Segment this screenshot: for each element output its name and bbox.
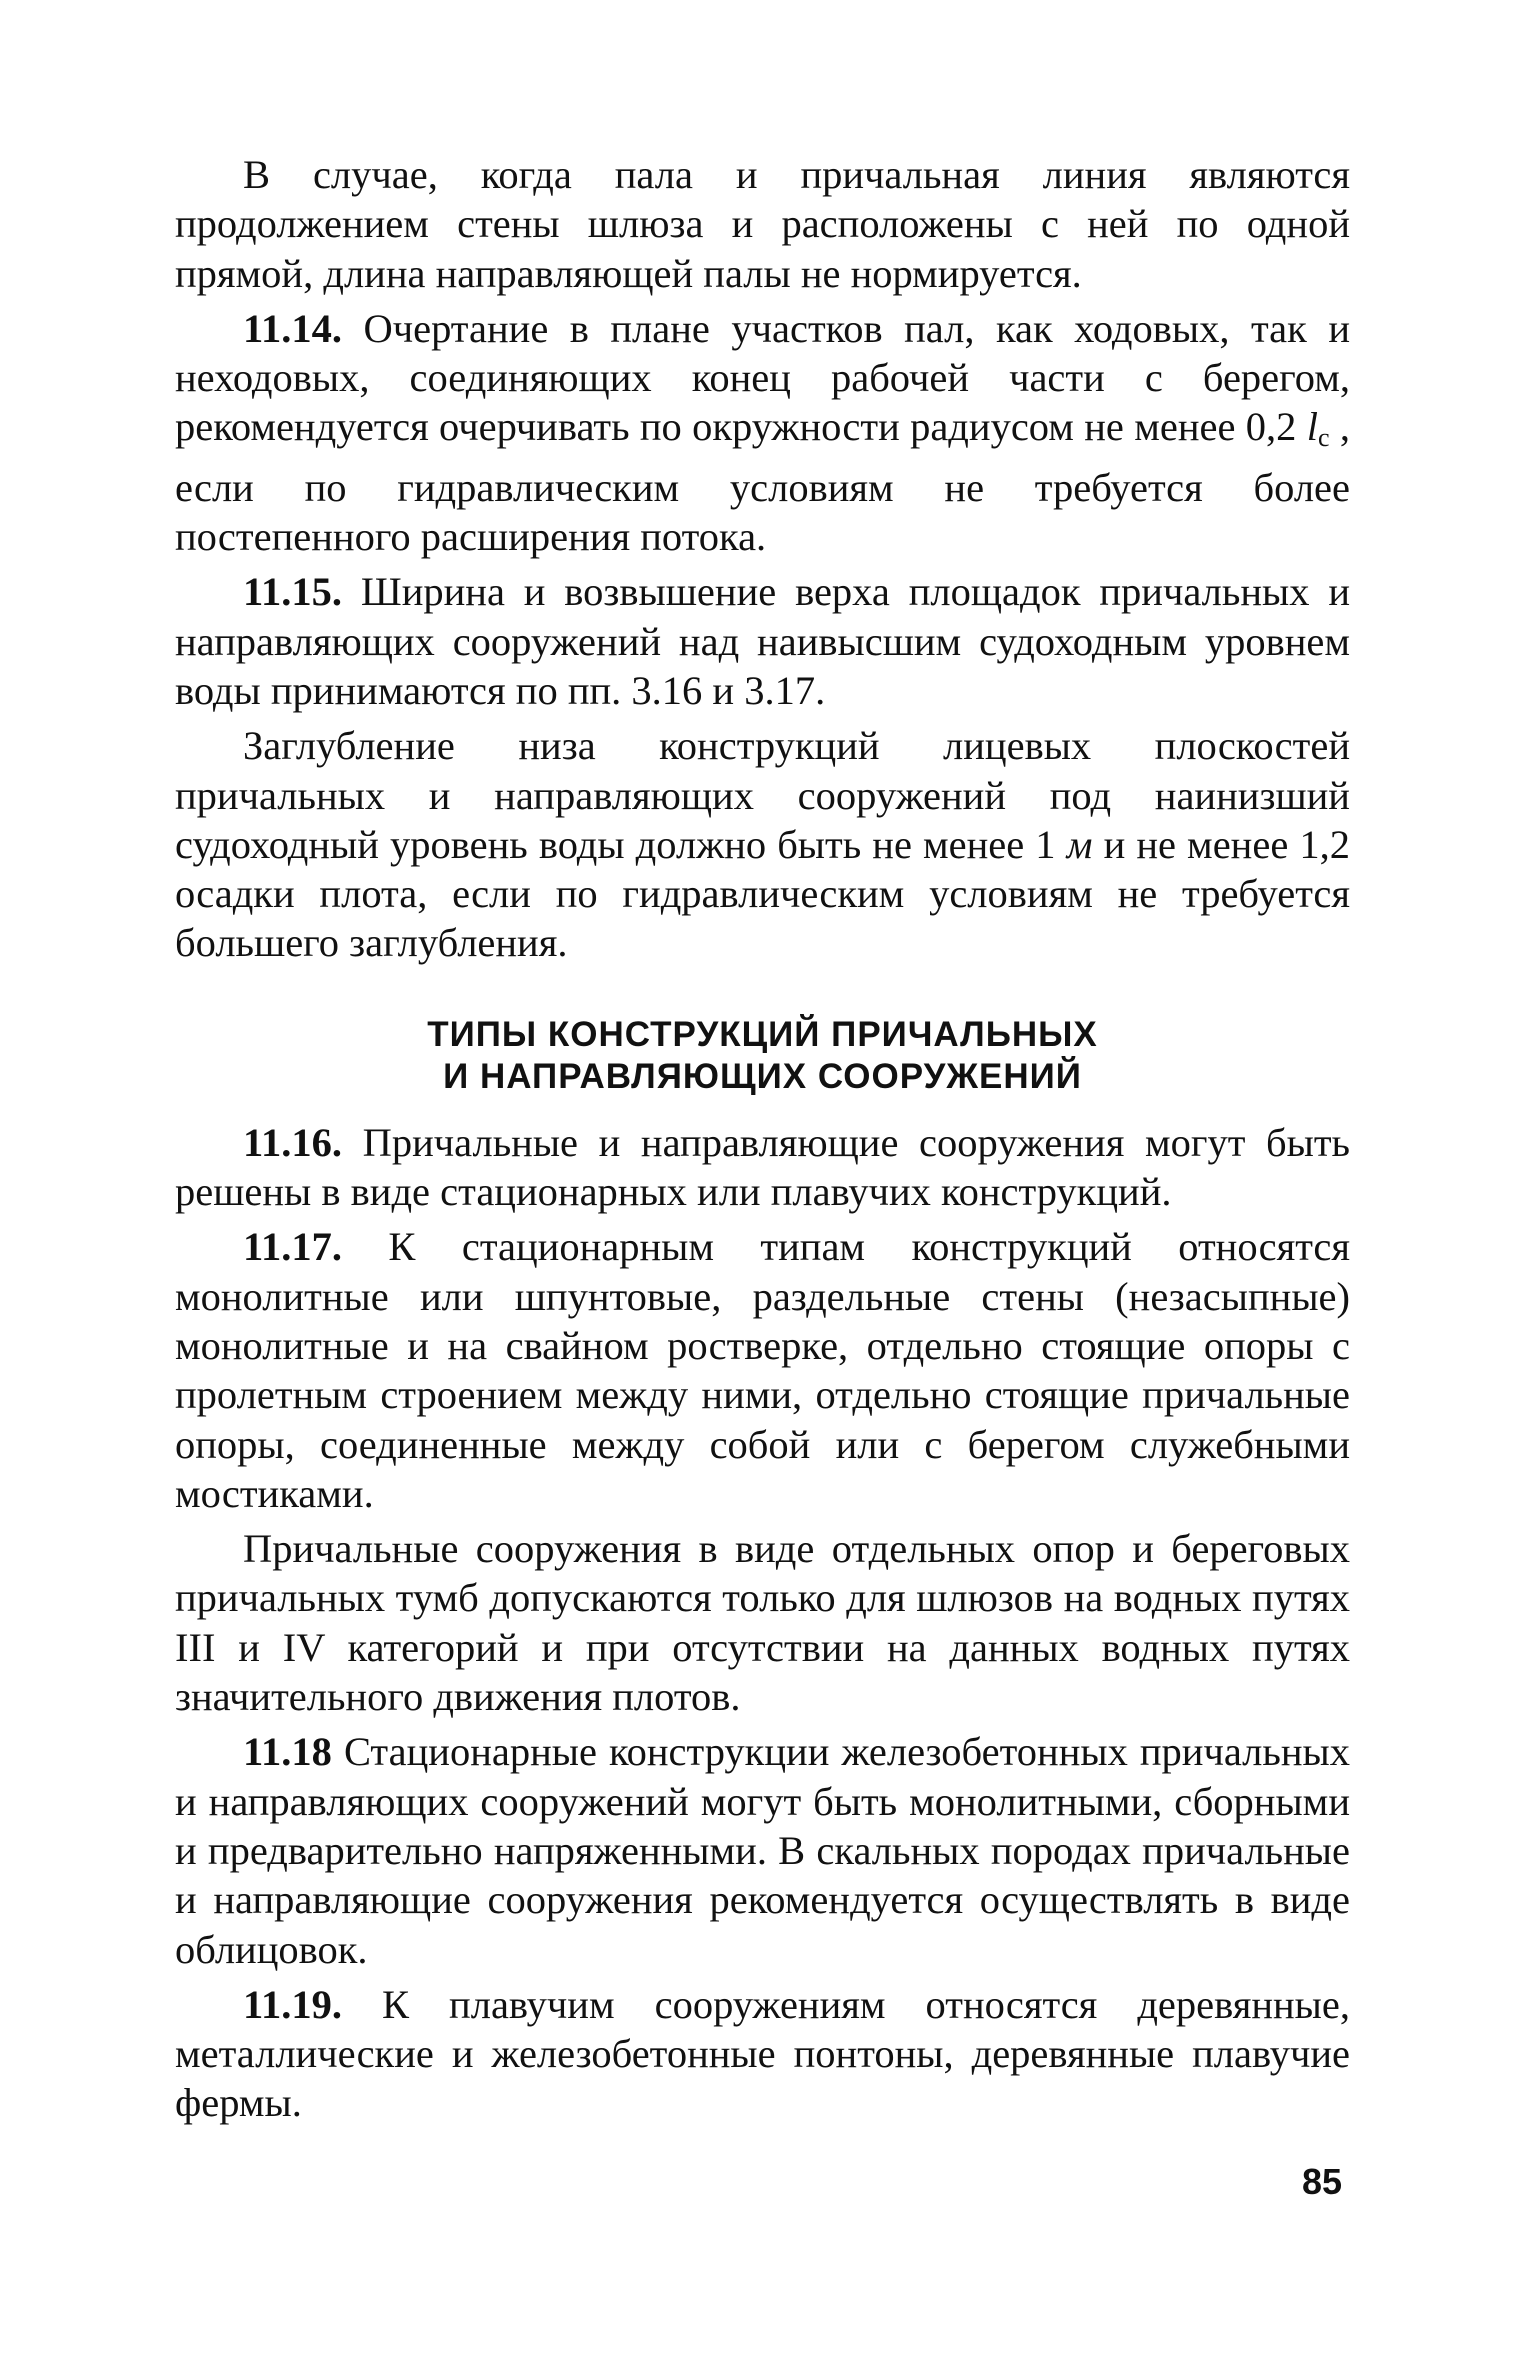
paragraph-text: В случае, когда пала и причальная линия являются продолжением стены шлюза и расположены с ней по одной прямой, длина направляющей палы не нормируется. [175,152,1350,296]
length-symbol-subscript: с [1318,423,1330,453]
page-number: 85 [1302,2161,1343,2202]
paragraph-text: Причальные сооружения в виде отдельных опор и береговых причальных тумб допускаются только для шлюзов на водных путях III и IV категорий и при отсутствии на данных водных путях значительного движения плотов. [175,1526,1350,1720]
paragraph-11-16 [175,1118,1350,1217]
paragraph-11-15 [175,567,1350,715]
clause-number: 11.14. [243,305,343,351]
paragraph-text: Причальные и направляющие сооружения могут быть решены в виде стационарных или плавучих конструкций. [175,1119,1350,1215]
paragraph-11-19 [175,1980,1350,2128]
paragraph-text: Ширина и возвышение верха площадок причальных и направляющих сооружений над наивысшим судоходным уровнем воды принимаются по пп. 3.16 и 3.17. [175,569,1350,713]
paragraph-text-tail: , если по гидравлическим условиям не требуется более постепенного расширения потока. [175,404,1350,560]
paragraph-deepening [175,721,1350,967]
clause-number: 11.15. [243,569,343,615]
paragraph-pala-continuation [175,150,1350,298]
clause-number: 11.19. [243,1981,343,2027]
paragraph-11-17 [175,1222,1350,1518]
clause-number: 11.17. [243,1224,343,1270]
section-heading [175,1014,1350,1098]
paragraph-text: К стационарным типам конструкций относятся монолитные или шпунтовые, раздельные стены (незасыпные) монолитные и на свайном ростверке, отдельно стоящие опоры с пролетным строением между ними, отдельно стоящие причальные опоры, соединенные между собой или с берегом служебными мостиками. [175,1224,1350,1516]
paragraph-text: Очертание в плане участков пал, как ходовых, так и неходовых, соединяющих конец рабочей части с берегом, рекомендуется очерчивать по окружности радиусом не менее 0,2 [175,305,1350,450]
paragraph-moorage-supports [175,1524,1350,1721]
length-symbol: l [1306,404,1318,450]
page-body [175,150,1350,2128]
paragraph-11-14 [175,304,1350,561]
clause-number: 11.18 [243,1729,332,1775]
paragraph-text: Стационарные конструкции железобетонных причальных и направляющих сооружений могут быть монолитными, сборными и предварительно напряженными. В скальных породах причальные и направляющие сооружения рекомендуется осуществлять в виде облицовок. [175,1729,1350,1972]
section-heading-line-2: И НАПРАВЛЯЮЩИХ СООРУЖЕНИЙ [443,1056,1082,1096]
paragraph-text-tail: и не менее 1,2 осадки плота, если по гидравлическим условиям не требуется большего заглубления. [175,821,1350,966]
paragraph-text: К плавучим сооружениям относятся деревянные, металлические и железобетонные понтоны, деревянные плавучие фермы. [175,1981,1350,2126]
paragraph-11-18 [175,1727,1350,1973]
clause-number: 11.16. [243,1119,343,1165]
unit-meter: м [1066,821,1093,867]
section-heading-line-1: ТИПЫ КОНСТРУКЦИЙ ПРИЧАЛЬНЫХ [427,1014,1098,1054]
paragraph-text: Заглубление низа конструкций лицевых плоскостей причальных и направляющих сооружений под наинизший судоходный уровень воды должно быть не менее 1 [175,723,1350,867]
